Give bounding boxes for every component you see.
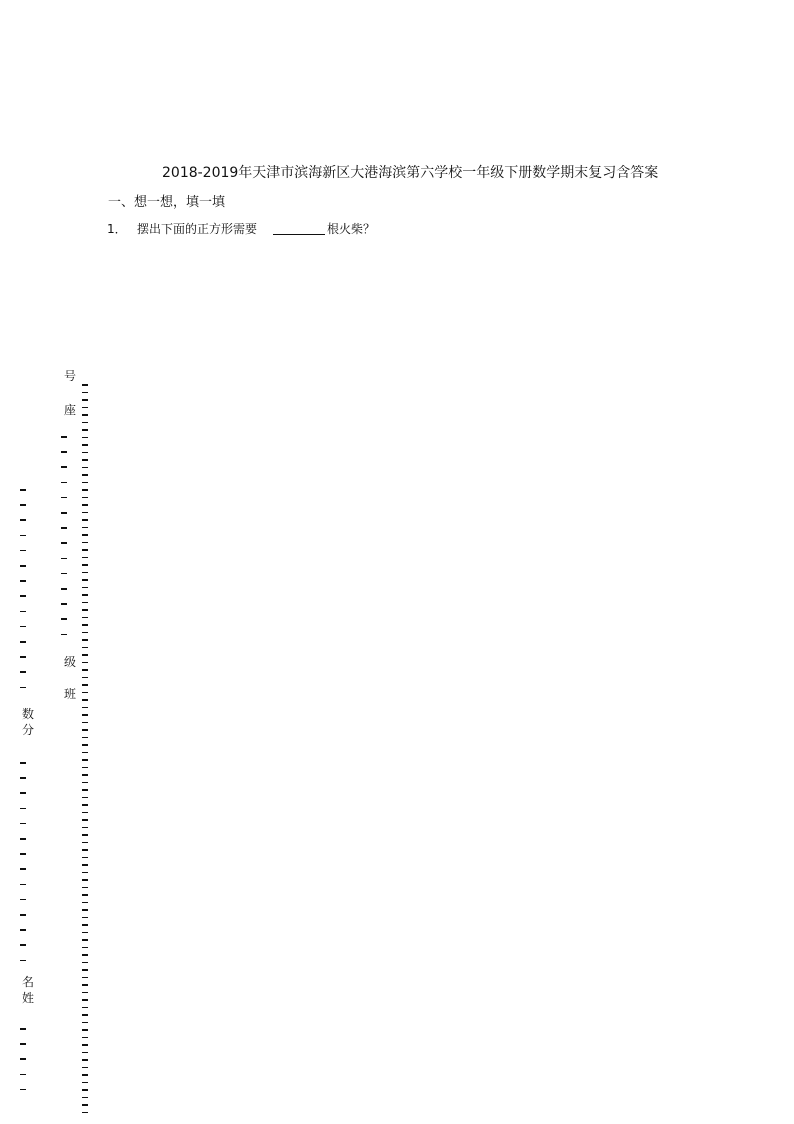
binding-dash [82, 519, 88, 521]
binding-dash [82, 1089, 88, 1091]
binding-dash [82, 684, 88, 686]
binding-dash [82, 692, 88, 694]
binding-dash [82, 1037, 88, 1039]
binding-dash [82, 939, 88, 941]
binding-dash [82, 669, 88, 671]
binding-dash [82, 842, 88, 844]
binding-dash [82, 707, 88, 709]
binding-dash [82, 497, 88, 499]
binding-dash [20, 656, 26, 658]
binding-dash [82, 384, 88, 386]
binding-dash [82, 527, 88, 529]
question-1 [107, 220, 375, 237]
binding-dash [82, 872, 88, 874]
margin-label-hao: 号 [64, 369, 77, 383]
binding-dash [82, 632, 88, 634]
binding-dash [20, 838, 26, 840]
binding-dash [82, 1059, 88, 1061]
binding-dash [20, 595, 26, 597]
binding-dash [82, 759, 88, 761]
binding-dash [82, 557, 88, 559]
binding-dash [82, 444, 88, 446]
binding-dash [20, 519, 26, 521]
binding-dash [82, 422, 88, 424]
answer-blank[interactable] [273, 222, 325, 235]
binding-dash [82, 1067, 88, 1069]
binding-dash [20, 626, 26, 628]
binding-dash [82, 1014, 88, 1016]
binding-dash [20, 944, 26, 946]
binding-dash [82, 797, 88, 799]
binding-dash [82, 812, 88, 814]
binding-dash [82, 1104, 88, 1106]
binding-dash [82, 789, 88, 791]
binding-dash [20, 960, 26, 962]
binding-dash [61, 482, 67, 484]
binding-dash [20, 550, 26, 552]
binding-dash [82, 1082, 88, 1084]
section-heading: 一、想一想，填一填 [108, 195, 226, 210]
binding-dash [82, 437, 88, 439]
binding-dash [82, 992, 88, 994]
binding-dash [61, 634, 67, 636]
binding-dash [61, 466, 67, 468]
binding-dash [20, 868, 26, 870]
binding-dash [20, 1058, 26, 1060]
binding-dash [20, 489, 26, 491]
binding-dash [82, 407, 88, 409]
binding-dash [82, 804, 88, 806]
binding-dash [82, 1052, 88, 1054]
binding-dash [82, 954, 88, 956]
binding-dash [82, 662, 88, 664]
binding-dash [82, 467, 88, 469]
binding-dash [61, 451, 67, 453]
binding-dash [82, 587, 88, 589]
binding-dash [82, 489, 88, 491]
binding-dash [20, 853, 26, 855]
binding-dash [82, 1074, 88, 1076]
binding-dash [82, 819, 88, 821]
binding-dash [82, 677, 88, 679]
binding-dash [82, 722, 88, 724]
binding-dash [82, 902, 88, 904]
question-text-before: 摆出下面的正方形需要 [137, 222, 258, 236]
binding-dash [82, 1112, 88, 1114]
binding-dash [82, 474, 88, 476]
margin-label-ming: 名 [22, 975, 35, 989]
binding-dash [82, 542, 88, 544]
binding-dash [61, 603, 67, 605]
binding-dash [20, 823, 26, 825]
binding-dash [82, 1097, 88, 1099]
binding-dash [82, 774, 88, 776]
binding-dash [20, 671, 26, 673]
binding-dash [82, 1044, 88, 1046]
binding-dash [20, 914, 26, 916]
question-number: 1． [107, 222, 127, 236]
binding-dash [82, 864, 88, 866]
binding-dash [82, 504, 88, 506]
binding-dash [82, 1029, 88, 1031]
binding-dash [82, 512, 88, 514]
binding-dash [82, 879, 88, 881]
binding-dash [82, 932, 88, 934]
binding-dash [20, 1028, 26, 1030]
binding-dash [20, 929, 26, 931]
binding-dash [20, 1043, 26, 1045]
binding-dash [82, 414, 88, 416]
binding-dash [20, 899, 26, 901]
binding-dash [20, 777, 26, 779]
binding-dash [82, 947, 88, 949]
binding-dash [82, 1022, 88, 1024]
binding-dash [82, 654, 88, 656]
binding-dash [82, 617, 88, 619]
margin-label-zuo: 座 [64, 403, 77, 417]
binding-dash [20, 884, 26, 886]
binding-dash [82, 834, 88, 836]
binding-dash [61, 573, 67, 575]
binding-dash [20, 762, 26, 764]
binding-dash [82, 609, 88, 611]
binding-dash [61, 588, 67, 590]
binding-dash [82, 744, 88, 746]
binding-dash [82, 729, 88, 731]
binding-dash [82, 827, 88, 829]
binding-dash [61, 512, 67, 514]
margin-label-shu: 数 [22, 707, 35, 721]
binding-dash [82, 782, 88, 784]
binding-dash [61, 527, 67, 529]
binding-dash [61, 542, 67, 544]
margin-label-xing: 姓 [22, 991, 35, 1005]
binding-dash [82, 564, 88, 566]
binding-dash [82, 767, 88, 769]
binding-dash [82, 909, 88, 911]
binding-dash [82, 534, 88, 536]
binding-dash [82, 647, 88, 649]
binding-dash [61, 618, 67, 620]
binding-dash [82, 429, 88, 431]
binding-dash [61, 436, 67, 438]
binding-dash [82, 969, 88, 971]
margin-label-fen: 分 [22, 723, 35, 737]
binding-dash [20, 641, 26, 643]
binding-dash [82, 1007, 88, 1009]
binding-dash [20, 504, 26, 506]
binding-dash [61, 497, 67, 499]
binding-dash [82, 579, 88, 581]
binding-dash [20, 535, 26, 537]
binding-dash [82, 999, 88, 1001]
binding-dash [82, 392, 88, 394]
binding-dash [82, 399, 88, 401]
binding-dash [20, 1089, 26, 1091]
binding-dash [82, 887, 88, 889]
binding-dash [20, 565, 26, 567]
binding-dash [82, 602, 88, 604]
binding-dash [82, 737, 88, 739]
binding-dash [20, 580, 26, 582]
binding-dash [82, 572, 88, 574]
binding-dash [82, 639, 88, 641]
binding-dash [20, 687, 26, 689]
binding-dash [20, 808, 26, 810]
binding-dash [82, 624, 88, 626]
binding-dash [82, 857, 88, 859]
binding-dash [82, 549, 88, 551]
question-text-after: 根火柴？ [327, 222, 376, 236]
binding-dash [82, 594, 88, 596]
binding-dash [82, 482, 88, 484]
binding-dash [20, 1074, 26, 1076]
binding-dash [82, 452, 88, 454]
binding-dash [82, 977, 88, 979]
binding-dash [82, 699, 88, 701]
binding-dash [82, 962, 88, 964]
binding-dash [82, 894, 88, 896]
page-title: 2018-2019年天津市滨海新区大港海滨第六学校一年级下册数学期末复习含答案 [162, 165, 659, 181]
binding-dash [82, 849, 88, 851]
binding-dash [82, 984, 88, 986]
binding-dash [82, 917, 88, 919]
binding-dash [82, 459, 88, 461]
binding-dash [82, 752, 88, 754]
margin-label-ji: 级 [64, 655, 77, 669]
binding-dash [20, 611, 26, 613]
binding-dash [82, 924, 88, 926]
binding-dash [61, 558, 67, 560]
binding-dash [82, 714, 88, 716]
margin-label-ban: 班 [64, 687, 77, 701]
binding-dash [20, 792, 26, 794]
